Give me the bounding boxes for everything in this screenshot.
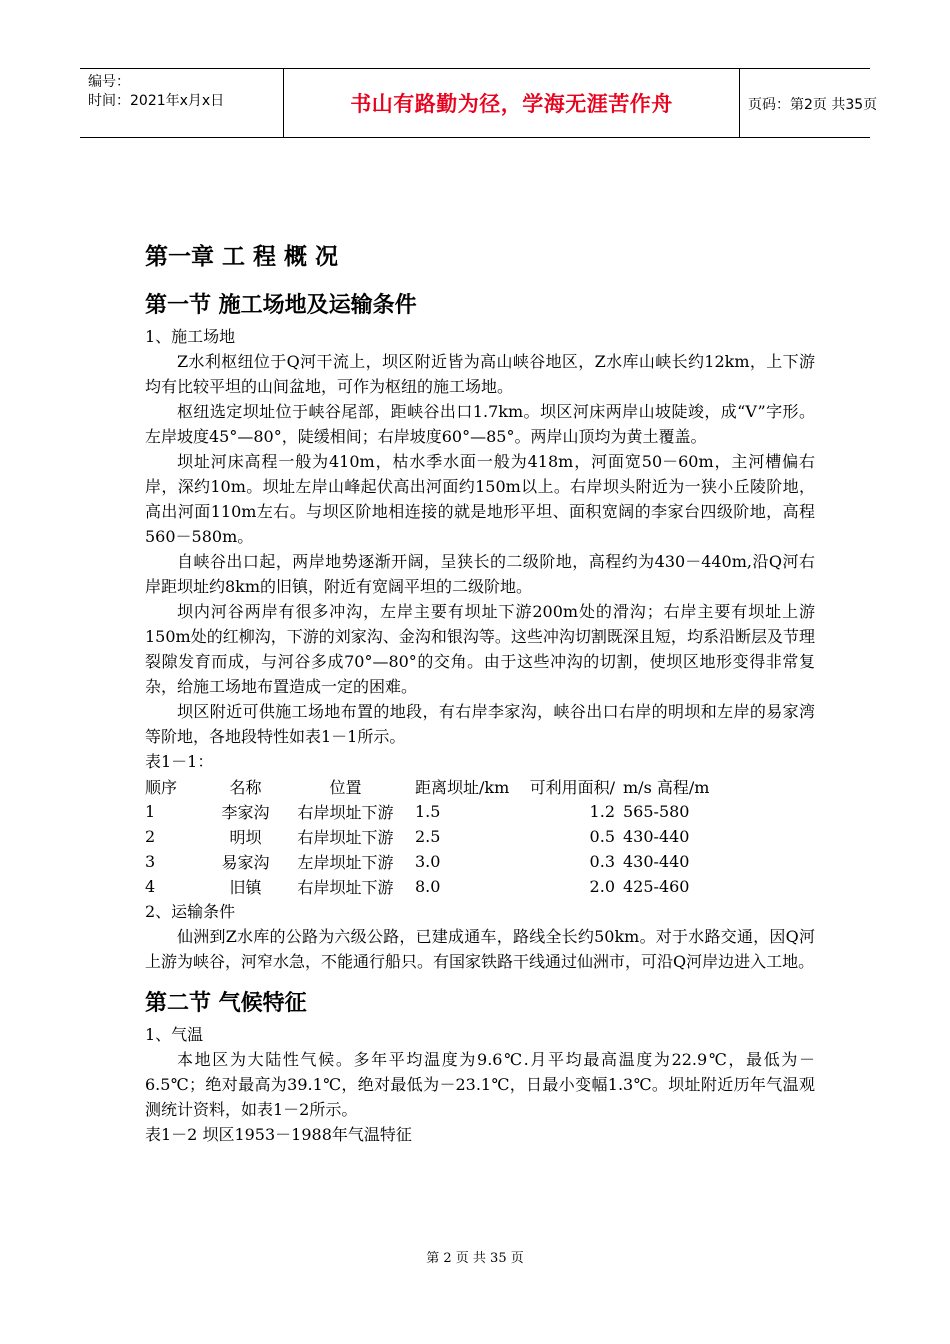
page-footer: 第 2 页 共 35 页 (426, 1251, 524, 1266)
table-row (145, 799, 743, 824)
table-cell: 565-580 (623, 802, 690, 821)
motto: 书山有路勤为径，学海无涯苦作舟 (350, 92, 673, 116)
paragraph: 仙洲到Z水库的公路为六级公路，已建成通车，路线全长约50km。对于水路交通，因Q河上游为峡谷，河窄水急，不能通行船只。有国家铁路干线通过仙洲市，可沿Q河岸边进入工地。 (145, 927, 815, 971)
table-header: 名称 (229, 778, 262, 797)
table-cell: 8.0 (415, 877, 441, 896)
table-caption: 表1－1： (145, 752, 214, 771)
table-header: 可利用面积/ (529, 778, 615, 797)
subheading: 1、气温 (145, 1025, 204, 1044)
table-cell: 2.0 (589, 877, 615, 896)
table-cell: 1.5 (415, 802, 441, 821)
table-row (145, 874, 743, 899)
paragraph: 坝址河床高程一般为410m，枯水季水面一般为418m，河面宽50－60m，主河槽偏右岸，深约10m。坝址左岸山峰起伏高出河面约150m以上。右岸坝头附近为一狭小丘陵阶地，高出河面110m左右。与坝区阶地相连接的就是地形平坦、面积宽阔的李家台四级阶地，高程560－580m。 (145, 452, 815, 546)
table-cell: 2.5 (415, 827, 441, 846)
table-header: 距离坝址/km (415, 778, 510, 797)
table-cell: 0.5 (589, 827, 615, 846)
table-header: m/s 高程/m (623, 778, 710, 797)
table-cell: 左岸坝址下游 (297, 853, 394, 872)
table-header-row (145, 774, 743, 799)
header-motto-cell (283, 69, 740, 137)
table-cell: 425-460 (623, 877, 690, 896)
table-cell: 1 (145, 802, 156, 821)
table-cell: 右岸坝址下游 (297, 878, 394, 897)
table-cell: 2 (145, 827, 156, 846)
table-cell: 易家沟 (221, 853, 270, 872)
chapter-title: 第一章 工 程 概 况 (145, 244, 339, 270)
table-cell: 0.3 (589, 852, 615, 871)
site-table (145, 774, 743, 899)
section-title: 第二节 气候特征 (145, 991, 307, 1016)
subheading: 2、运输条件 (145, 902, 236, 921)
header-meta (88, 73, 278, 111)
document-body (145, 238, 815, 1147)
table-cell: 李家沟 (221, 803, 270, 822)
table-caption: 表1－2 坝区1953－1988年气温特征 (145, 1125, 412, 1144)
paragraph: 坝内河谷两岸有很多冲沟，左岸主要有坝址下游200m处的滑沟；右岸主要有坝址上游150m处的红柳沟，下游的刘家沟、金沟和银沟等。这些冲沟切割既深且短，均系沿断层及节理裂隙发育而成，与河谷多成70°—80°的交角。由于这些冲沟的切割，使坝区地形变得非常复杂，给施工场地布置造成一定的困难。 (145, 602, 815, 696)
paragraph: 本地区为大陆性气候。多年平均温度为9.6℃.月平均最高温度为22.9℃，最低为－6.5℃；绝对最高为39.1℃，绝对最低为－23.1℃，日最小变幅1.3℃。坝址附近历年气温观测统计资料，如表1－2所示。 (145, 1050, 815, 1119)
date-label: 时间：2021年x月x日 (88, 93, 225, 109)
table-cell: 1.2 (589, 802, 615, 821)
table-cell: 430-440 (623, 827, 690, 846)
number-label: 编号： (88, 74, 130, 90)
table-cell: 3 (145, 852, 156, 871)
table-cell: 右岸坝址下游 (297, 828, 394, 847)
table-header: 顺序 (145, 778, 178, 797)
page-info: 页码：第2页 共35页 (748, 97, 878, 113)
section-title: 第一节 施工场地及运输条件 (145, 293, 417, 318)
table-cell: 明坝 (229, 828, 262, 847)
table-row (145, 824, 743, 849)
subheading: 1、施工场地 (145, 327, 236, 346)
table-row (145, 849, 743, 874)
page-header (80, 68, 878, 138)
table-cell: 430-440 (623, 852, 690, 871)
paragraph: 自峡谷出口起，两岸地势逐渐开阔，呈狭长的二级阶地，高程约为430－440m,沿Q河右岸距坝址约8km的旧镇，附近有宽阔平坦的二级阶地。 (145, 552, 815, 596)
paragraph: Z水利枢纽位于Q河干流上，坝区附近皆为高山峡谷地区，Z水库山峡长约12km，上下游均有比较平坦的山间盆地，可作为枢纽的施工场地。 (145, 352, 815, 396)
table-cell: 3.0 (415, 852, 441, 871)
table-cell: 4 (145, 877, 156, 896)
table-cell: 右岸坝址下游 (297, 803, 394, 822)
table-header: 位置 (329, 778, 362, 797)
paragraph: 坝区附近可供施工场地布置的地段，有右岸李家沟，峡谷出口右岸的明坝和左岸的易家湾等阶地，各地段特性如表1－1所示。 (145, 702, 815, 746)
table-cell: 旧镇 (229, 878, 262, 897)
paragraph: 枢纽选定坝址位于峡谷尾部，距峡谷出口1.7km。坝区河床两岸山坡陡竣，成“V”字形。左岸坡度45°—80°，陡缓相间；右岸坡度60°—85°。两岸山顶均为黄土覆盖。 (145, 402, 815, 446)
